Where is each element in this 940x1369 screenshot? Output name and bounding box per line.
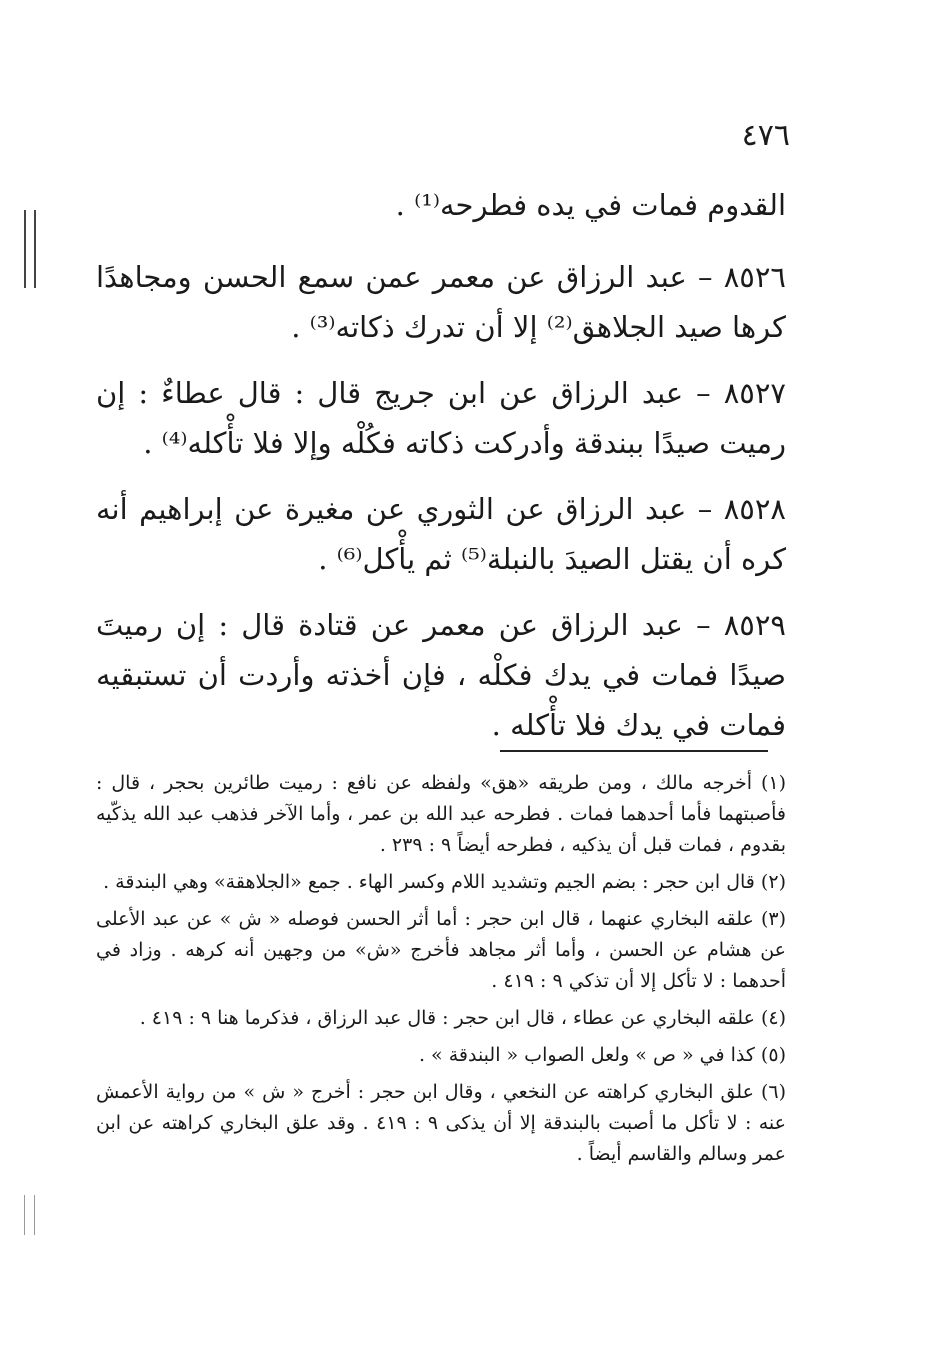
footnote-6: (٦) علق البخاري كراهته عن النخعي ، وقال ابن حجر : أخرج « ش » من رواية الأعمش عنه : لا تأكل ما أصبت بالبندقة إلا أن يذكى ٩ : ٤١٩ . وقد علق البخاري كراهته عن ابن عمر وسالم والقاسم أيضاً . xyxy=(96,1081,787,1165)
footnote-4: (٤) علقه البخاري عن عطاء ، قال ابن حجر : قال عبد الرزاق ، فذكرما هنا ٩ : ٤١٩ . xyxy=(139,1007,786,1029)
margin-line xyxy=(24,1195,25,1235)
paragraph-8526: ٨٥٢٦ – عبد الرزاق عن معمر عمن سمع الحسن ومجاهدًا كرها صيد الجلاهق⁽²⁾ إلا أن تدرك ذكاته⁽³⁾ . xyxy=(96,260,786,344)
paragraph-8527: ٨٥٢٧ – عبد الرزاق عن ابن جريج قال : قال عطاءٌ : إن رميت صيدًا ببندقة وأدركت ذكاته فكُلْه وإلا فلا تأْكله⁽⁴⁾ . xyxy=(96,376,786,460)
footnote-2: (٢) قال ابن حجر : بضم الجيم وتشديد اللام وكسر الهاء . جمع «الجلاهقة» وهي البندقة . xyxy=(103,871,786,893)
footnotes xyxy=(96,768,786,1176)
paragraph-8529: ٨٥٢٩ – عبد الرزاق عن معمر عن قتادة قال : إن رميتَ صيدًا فمات في يدك فكلْه ، فإن أخذته وأردت أن تستبقيه فمات في يدك فلا تأْكله . xyxy=(96,608,786,742)
paragraph-8528: ٨٥٢٨ – عبد الرزاق عن الثوري عن مغيرة عن إبراهيم أنه كره أن يقتل الصيدَ بالنبلة⁽⁵⁾ ثم يأْكل⁽⁶⁾ . xyxy=(96,492,786,576)
margin-line xyxy=(24,210,26,288)
footnote-5: (٥) كذا في « ص » ولعل الصواب « البندقة » . xyxy=(418,1044,786,1066)
page-number: ٤٧٦ xyxy=(741,118,790,153)
main-text xyxy=(96,180,786,766)
margin-line xyxy=(34,210,36,288)
footnote-3: (٣) علقه البخاري عنهما ، قال ابن حجر : أما أثر الحسن فوصله « ش » عن عبد الأعلى عن هشام عن الحسن ، وأما أثر مجاهد فأخرج «ش» من وجهين أنه كرهه . وزاد في أحدهما : لا تأكل إلا أن تذكي ٩ : ٤١٩ . xyxy=(96,908,786,992)
paragraph: القدوم فمات في يده فطرحه⁽¹⁾ . xyxy=(395,188,786,222)
footnote-divider xyxy=(500,750,768,752)
footnote-1: (١) أخرجه مالك ، ومن طريقه «هق» ولفظه عن نافع : رميت طائرين بحجر ، قال : فأصبتهما فأما أحدهما فمات . فطرحه عبد الله بن عمر ، وأما الآخر فذهب عبد الله يذكّيه بقدوم ، فمات قبل أن يذكيه ، فطرحه أيضاً ٩ : ٢٣٩ . xyxy=(96,772,786,856)
margin-line xyxy=(34,1195,35,1235)
